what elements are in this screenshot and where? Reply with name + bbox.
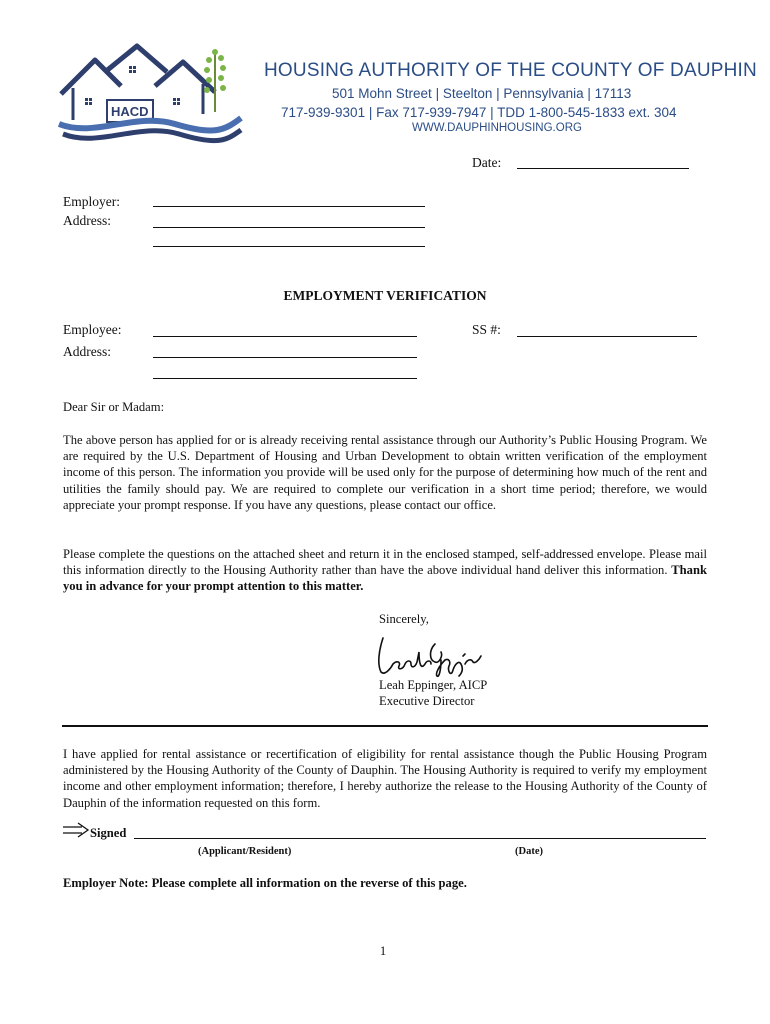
signer-title: Executive Director (379, 694, 475, 708)
logo-text: HACD (111, 104, 149, 119)
form-title: EMPLOYMENT VERIFICATION (283, 288, 487, 303)
ss-label: SS #: (472, 322, 501, 337)
signature-field[interactable] (134, 838, 706, 839)
closing: Sincerely, (379, 612, 429, 626)
handwritten-signature (375, 630, 485, 680)
date-sign-label: (Date) (515, 846, 543, 857)
employer-address-field-2[interactable] (153, 246, 425, 247)
org-website: WWW.DAUPHINHOUSING.ORG (412, 122, 582, 134)
org-phones: 717-939-9301 | Fax 717-939-7947 | TDD 1-800-545-1833 ext. 304 (281, 105, 677, 120)
signed-label: Signed (90, 826, 127, 840)
salutation: Dear Sir or Madam: (63, 400, 165, 414)
hacd-logo-graphic (55, 42, 245, 152)
date-field[interactable] (517, 168, 689, 169)
letter-paragraph-2-text: Please complete the questions on the attached sheet and return it in the enclosed stamped, self-addressed envelope. Please mail this information directly to the Housing Authority rather than have the above individual hand deliver this information. (63, 547, 707, 578)
section-divider (62, 725, 708, 727)
employee-label: Employee: (63, 322, 122, 337)
authorization-text: I have applied for rental assistance or recertification of eligibility for rental assistance though the Public Housing Program administered by the Housing Authority of the County of Dauphin. The Housing Authority is required to verify my employment income and other employment information; therefore, I hereby authorize the release to the Housing Authority of the County of Dauphin of the information requested on this form. (63, 747, 707, 810)
employee-address-field-2[interactable] (153, 378, 417, 379)
applicant-label: (Applicant/Resident) (198, 846, 292, 857)
employee-field[interactable] (153, 336, 417, 337)
employee-address-field-1[interactable] (153, 357, 417, 358)
employer-address-field-1[interactable] (153, 227, 425, 228)
employer-note: Employer Note: Please complete all information on the reverse of this page. (63, 876, 467, 890)
date-label: Date: (472, 155, 502, 170)
employer-address-label: Address: (63, 213, 111, 228)
letter-paragraph-1: The above person has applied for or is already receiving rental assistance through our Authority’s Public Housing Program. We are required by the U.S. Department of Housing and Urban Development to obtain written verification of the employment income of this person. The information you provide will be used only for the purpose of determining how much of the rent and utilities the family should pay. We are required to complete our verification in a short time period; therefore, we would appreciate your prompt response. If you have any questions, please contact our office. (63, 433, 707, 512)
signer-name: Leah Eppinger, AICP (379, 678, 488, 692)
letter-paragraph-2-bold: Thank you in advance for your prompt attention to this matter. (63, 563, 707, 594)
employer-label: Employer: (63, 194, 120, 209)
employer-field[interactable] (153, 206, 425, 207)
arrow-right-icon (62, 822, 90, 838)
letter-paragraph-2 (63, 546, 707, 595)
logo (55, 42, 245, 152)
org-name: HOUSING AUTHORITY OF THE COUNTY OF DAUPHIN (264, 60, 757, 81)
signature-image (375, 630, 485, 680)
employee-address-label: Address: (63, 344, 111, 359)
org-address: 501 Mohn Street | Steelton | Pennsylvania | 17113 (332, 86, 632, 101)
ss-field[interactable] (517, 336, 697, 337)
page-number: 1 (379, 944, 387, 958)
